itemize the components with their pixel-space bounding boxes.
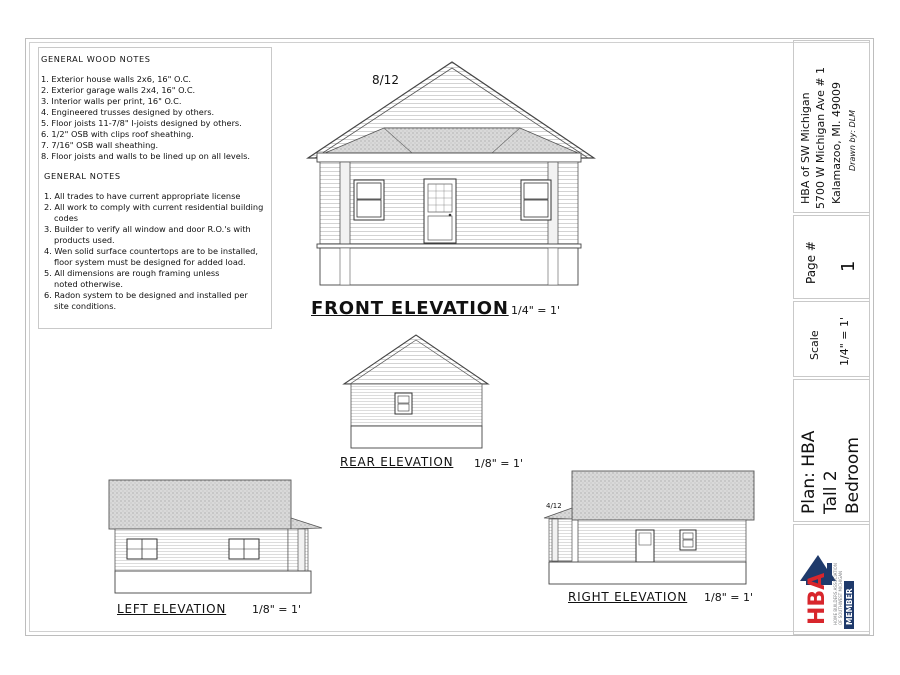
- rear-elevation-scale: 1/8" = 1': [474, 457, 523, 470]
- company-address-1: 5700 W Michigan Ave # 1: [814, 66, 827, 209]
- plan-subtitle-1: Tall 2: [821, 470, 841, 514]
- wood-notes-list: [41, 74, 267, 162]
- general-notes-title: GENERAL NOTES: [44, 171, 121, 181]
- scale-value: 1/4" = 1': [838, 317, 851, 366]
- logo-cell: [793, 524, 870, 635]
- front-elevation-scale: 1/4" = 1': [511, 304, 560, 317]
- left-elevation-drawing: [105, 476, 325, 598]
- front-roof-pitch: 8/12: [372, 73, 399, 87]
- wood-note: 1. Exterior house walls 2x6, 16" O.C.: [41, 74, 192, 84]
- wood-note: 8. Floor joists and walls to be lined up on all levels.: [41, 151, 250, 161]
- page-cell: [793, 215, 870, 299]
- plan-cell: [793, 379, 870, 522]
- drawn-by: Drawn by: DLM: [848, 109, 857, 171]
- company-address-2: Kalamazoo, MI. 49009: [830, 82, 843, 204]
- general-note: [41, 191, 267, 202]
- general-note-text: 1. All trades to have current appropriate license: [44, 191, 241, 201]
- general-note: [41, 224, 267, 246]
- wood-note: 7. 7/16" OSB wall sheathing.: [41, 140, 159, 150]
- page-label: Page #: [804, 241, 818, 284]
- scale-label: Scale: [808, 330, 821, 360]
- general-note-text: 3. Builder to verify all window and door R.O.'s with: [44, 224, 251, 234]
- right-elevation-scale: 1/8" = 1': [704, 591, 753, 604]
- wood-note: 6. 1/2" OSB with clips roof sheathing.: [41, 129, 194, 139]
- hba-member-logo: [794, 525, 871, 636]
- general-note-text: 5. All dimensions are rough framing unless: [44, 268, 220, 278]
- general-note-cont: codes: [54, 213, 79, 223]
- logo-caption-1: HOME BUILDERS ASSOCIATION: [833, 563, 838, 625]
- wood-notes-title: GENERAL WOOD NOTES: [41, 54, 151, 64]
- page-number: 1: [838, 260, 859, 272]
- logo-caption-2: OF SOUTHWEST MICHIGAN: [838, 571, 843, 625]
- wood-note: 4. Engineered trusses designed by others.: [41, 107, 215, 117]
- left-elevation-scale: 1/8" = 1': [252, 603, 301, 616]
- wood-note: 3. Interior walls per print, 16" O.C.: [41, 96, 182, 106]
- general-note: [41, 290, 267, 312]
- general-note-cont: noted otherwise.: [54, 279, 123, 289]
- general-note: [41, 246, 267, 268]
- right-elevation-label: RIGHT ELEVATION: [568, 590, 688, 604]
- company-cell: [793, 40, 870, 213]
- company-name: HBA of SW Michigan: [799, 92, 812, 204]
- general-note-text: 2. All work to comply with current residential building: [44, 202, 264, 212]
- scale-cell: [793, 301, 870, 377]
- general-note: [41, 202, 267, 224]
- general-notes-list: [41, 191, 267, 312]
- rear-elevation-label: REAR ELEVATION: [340, 455, 454, 469]
- logo-letters: HBA: [805, 572, 830, 625]
- general-note-cont: floor system must be designed for added load.: [54, 257, 246, 267]
- logo-member-text: MEMBER: [845, 588, 854, 625]
- notes-box: [38, 47, 272, 329]
- general-note-text: 6. Radon system to be designed and installed per: [44, 290, 248, 300]
- wood-note: 5. Floor joists 11-7/8" I-joists designed by others.: [41, 118, 242, 128]
- plan-subtitle-2: Bedroom: [843, 437, 863, 514]
- general-note: [41, 268, 267, 290]
- left-elevation-label: LEFT ELEVATION: [117, 602, 227, 616]
- rear-elevation-drawing: [340, 332, 492, 452]
- general-note-cont: site conditions.: [54, 301, 117, 311]
- right-roof-pitch: 4/12: [546, 502, 562, 510]
- general-note-text: 4. Wen solid surface countertops are to be installed,: [44, 246, 258, 256]
- front-elevation-label: FRONT ELEVATION: [311, 298, 509, 319]
- right-elevation-drawing: [540, 468, 760, 588]
- plan-name: Plan: HBA: [799, 430, 819, 514]
- title-block: [793, 40, 870, 635]
- wood-note: 2. Exterior garage walls 2x4, 16" O.C.: [41, 85, 196, 95]
- front-elevation-drawing: [300, 58, 600, 294]
- general-note-cont: products used.: [54, 235, 115, 245]
